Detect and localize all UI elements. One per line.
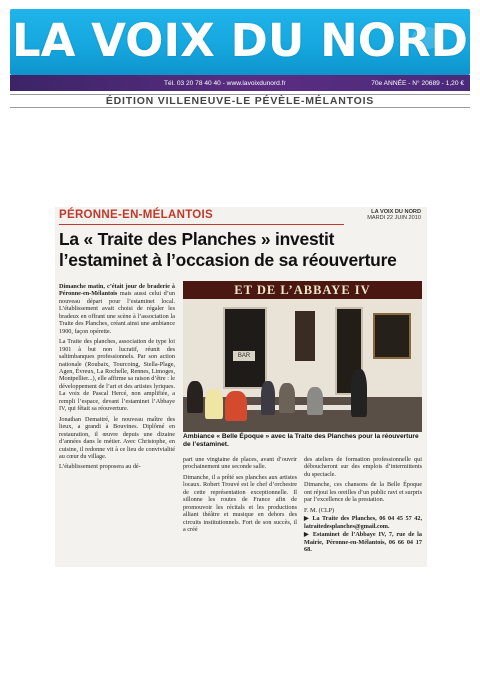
paragraph: Dimanche, il a prêté ses planches aux artistes locaux. Robert Trouvé est le chef d’orchestre de cette représentation exceptionnelle. Il sillonne les routes de France afin de promouvoir les récitals et les productions alliant théâtre et musique en dehors des circuits institutionnels. Fort de son succès, il a créé: [183, 473, 297, 534]
contact-info-association: ▶ La Traite des Planches, 06 04 45 57 42, latraitedesplanches@gmail.com.: [304, 515, 422, 530]
person: [279, 383, 295, 413]
paragraph: Dimanche, ces chansons de la Belle Époque ont réjoui les oreilles d’un public ravi et surpris par l’excellence de la prestation.: [304, 481, 422, 504]
article-kicker: PÉRONNE-EN-MÉLANTOIS: [59, 209, 214, 221]
article-headline: La « Traite des Planches » investit l’estaminet à l’occasion de sa réouverture: [59, 229, 397, 270]
paragraph: La Traite des planches, association de type loi 1901 à but non lucratif, réunit des saltimbanques professionnels. Par son action nationale (Roubaix, Tourcoing, Stella-Plage, Agen, Évreux, La Rochelle, Rennes, Limoges, Montpellier...), elle affirme sa raison d’être : le développement de l’art et des artistes lyriques. La voix de Pascal Hercé, non amplifiée, a rempli l’espace, devant l’estaminet l’Abbaye IV, qui fêtait sa réouverture.: [59, 338, 175, 413]
person: [261, 381, 275, 415]
estaminet-sign: ET DE L’ABBAYE IV: [183, 281, 422, 299]
article-column-3: [304, 456, 422, 556]
article-column-1: [59, 283, 175, 474]
contact-info-estaminet: ▶ Estaminet de l’Abbaye IV, 7, rue de la Mairie, Péronne-en-Mélantois, 06 66 04 17 68.: [304, 531, 422, 553]
person: [307, 387, 323, 415]
lead-text: Dimanche matin, c’était jour de braderie à Péronne-en-Mélantois: [59, 283, 175, 298]
window: [223, 307, 267, 389]
kicker-divider: [59, 224, 344, 225]
contact-info: Tél. 03 20 78 40 40 - www.lavoixdunord.fr: [164, 79, 286, 87]
issue-info: 70e ANNÉE - N° 20689 - 1,20 €: [371, 79, 464, 87]
source-date: MARDI 22 JUIN 2010: [367, 215, 421, 222]
article-clipping: [55, 207, 427, 567]
bar-sign: BAR: [233, 351, 255, 361]
paragraph: des ateliers de formation professionnelle qui déboucheront sur des emplois d’intermittents du spectacle.: [304, 456, 422, 478]
singer: [351, 369, 367, 417]
article-column-2: [183, 456, 297, 537]
paragraph: part une vingtaine de places, avant d’ouvrir prochainement une seconde salle.: [183, 456, 297, 471]
source-name: LA VOIX DU NORD: [371, 209, 421, 215]
person: [187, 381, 203, 413]
edition-label: ÉDITION VILLENEUVE-LE PÉVÈLE-MÉLANTOIS: [10, 94, 470, 108]
author-signature: F. M. (CLP): [304, 506, 335, 514]
person: [205, 389, 223, 419]
info-bar: [10, 75, 470, 91]
paragraph: [59, 283, 175, 335]
person: [225, 391, 247, 421]
paragraph: Jonathan Demaitré, le nouveau maître des lieux, a grandi à Bouvines. Diplômé en restauration, il œuvre depuis une dizaine d’années dans le métier. Avec Christophe, en cuisine, il redonne vit à ce lieu de convivialité au cœur du village.: [59, 415, 175, 460]
menu-board: [373, 313, 411, 359]
masthead-banner: [10, 9, 470, 75]
lead-continuation: mais aussi celui d’un nouveau départ pour l’estaminet local. L’établissement avait choisi de régaler les bradeux en offrant une scène à l’association la Traite des Planches, créant ainsi une ambiance 1900, façon opérette.: [59, 290, 175, 335]
door: [295, 311, 315, 361]
newspaper-title: LA VOIX DU NORD: [11, 14, 469, 67]
paragraph: L’établissement proposera au dé-: [59, 463, 141, 471]
photo-caption: Ambiance « Belle Époque » avec la Traite des Planches pour la réouverture de l’estaminet.: [183, 433, 419, 448]
article-photo: [183, 281, 422, 432]
article-source: [367, 209, 421, 222]
